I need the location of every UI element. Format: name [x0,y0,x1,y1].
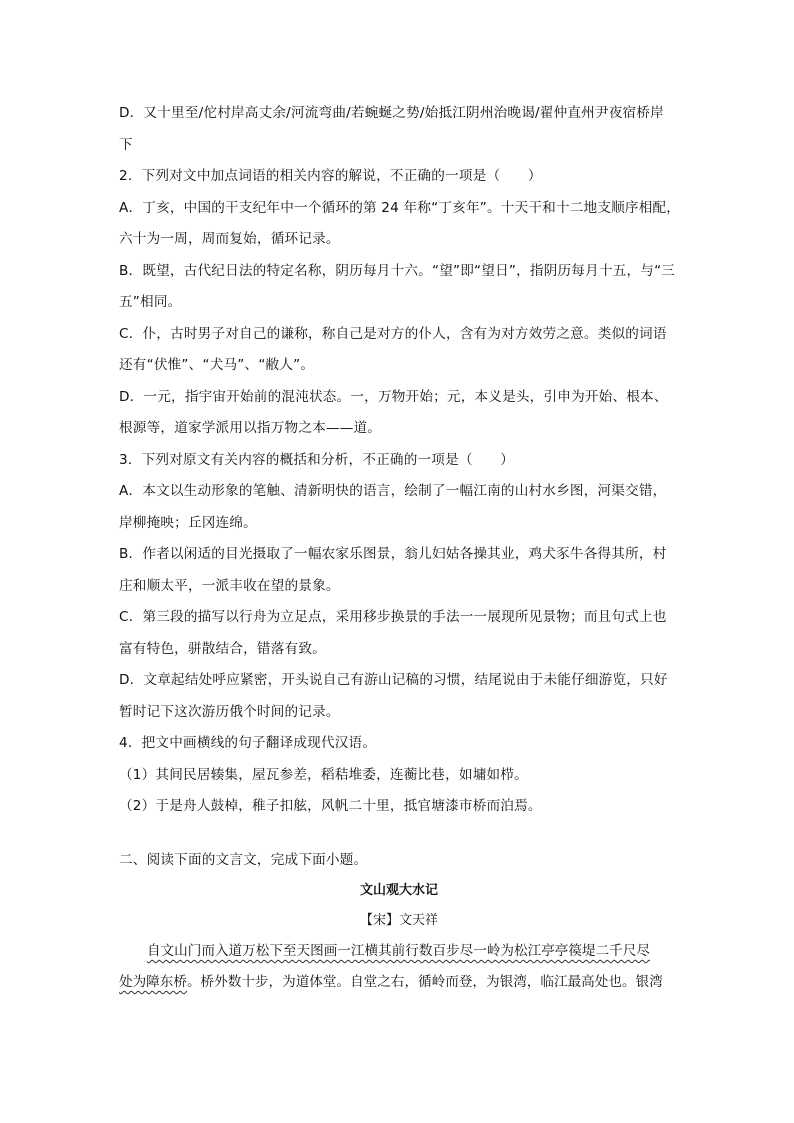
translation-item-1: （1）其间民居辏集，屋瓦参差，稻秸堆委，连蘅比巷，如墉如栉。 [119,766,528,783]
option-b-line: B．既望，古代纪日法的特定名称，阴历每月十六。“望”即“望日”，指阴历每月十五，与“三 [119,262,676,279]
option-c-line: C．第三段的描写以行舟为立足点，采用移步换景的手法一一展现所见景物；而且句式上也 [119,609,667,625]
text-line: 富有特色，骈散结合，错落有致。 [119,640,326,657]
section-heading: 二、阅读下面的文言文，完成下面小题。 [119,851,368,868]
underlined-sentence: 自文山门而入道万松下至天图画一江横其前行数百步尽一岭为松江亭亭篌堤二千尺尽 [147,943,650,959]
passage-line-2 [119,967,679,998]
text-line: 暂时记下这次游历俄个时间的记录。 [119,703,340,720]
document-page [119,98,679,998]
underlined-sentence: 处为障东桥 [119,974,187,990]
passage-line-1 [119,936,679,967]
translation-item-2: （2）于是舟人鼓棹，稚子扣舷，风帆二十里，抵官塘漆市桥而泊焉。 [119,798,542,814]
passage-text: 。桥外数十步，为道体堂。自堂之右，循岭而登，为银湾，临江最高处也。银湾 [186,974,663,990]
text-line: D．又十里至/佗村岸高丈余/河流弯曲/若蜿蜒之势/始抵江阴州治晚谒/翟仲直州尹夜宿桥岸 [119,105,664,121]
option-c-line: C．仆，古时男子对自己的谦称，称自己是对方的仆人，含有为对方效劳之意。类似的词语 [119,325,667,342]
question-2-stem: 2．下列对文中加点词语的相关内容的解说，不正确的一项是（ ） [119,168,542,184]
option-a-line: A．丁亥，中国的干支纪年中一个循环的第 24 年称“丁亥年”。十天干和十二地支顺序相配， [119,199,681,216]
passage-author: 【宋】文天祥 [359,913,438,928]
option-a-line: A．本文以生动形象的笔触、清新明快的语言，绘制了一幅江南的山村水乡图，河渠交错， [119,483,667,499]
option-d-line: D．一元，指宇宙开始前的混沌状态。一，万物开始；元，本义是头，引申为开始、根本、 [119,388,668,405]
text-line: 五”相同。 [119,294,182,310]
text-line: 下 [119,136,133,153]
text-line: 岸柳掩映；丘冈连绵。 [119,514,257,531]
question-block [119,98,679,823]
passage-body [119,936,679,998]
text-line: 根源等，道家学派用以指万物之本——道。 [119,420,382,436]
text-line: 六十为一周，周而复始，循环记录。 [119,231,340,247]
option-b-line: B．作者以闲适的目光摄取了一幅农家乐图景，翁儿妇姑各操其业，鸡犬豕牛各得其所，村 [119,546,667,562]
question-3-stem: 3．下列对原文有关内容的概括和分析，不正确的一项是（ ） [119,451,515,468]
question-4-stem: 4．把文中画横线的句子翻译成现代汉语。 [119,735,377,751]
text-line: 还有“伏惟”、“犬马”、“敝人”。 [119,357,315,373]
text-line: 庄和顺太平，一派丰收在望的景象。 [119,577,340,594]
passage-title: 文山观大水记 [359,883,438,898]
option-d-line: D．文章起结处呼应紧密，开头说自己有游山记稿的习惯，结尾说由于未能仔细游览，只好 [119,672,668,688]
